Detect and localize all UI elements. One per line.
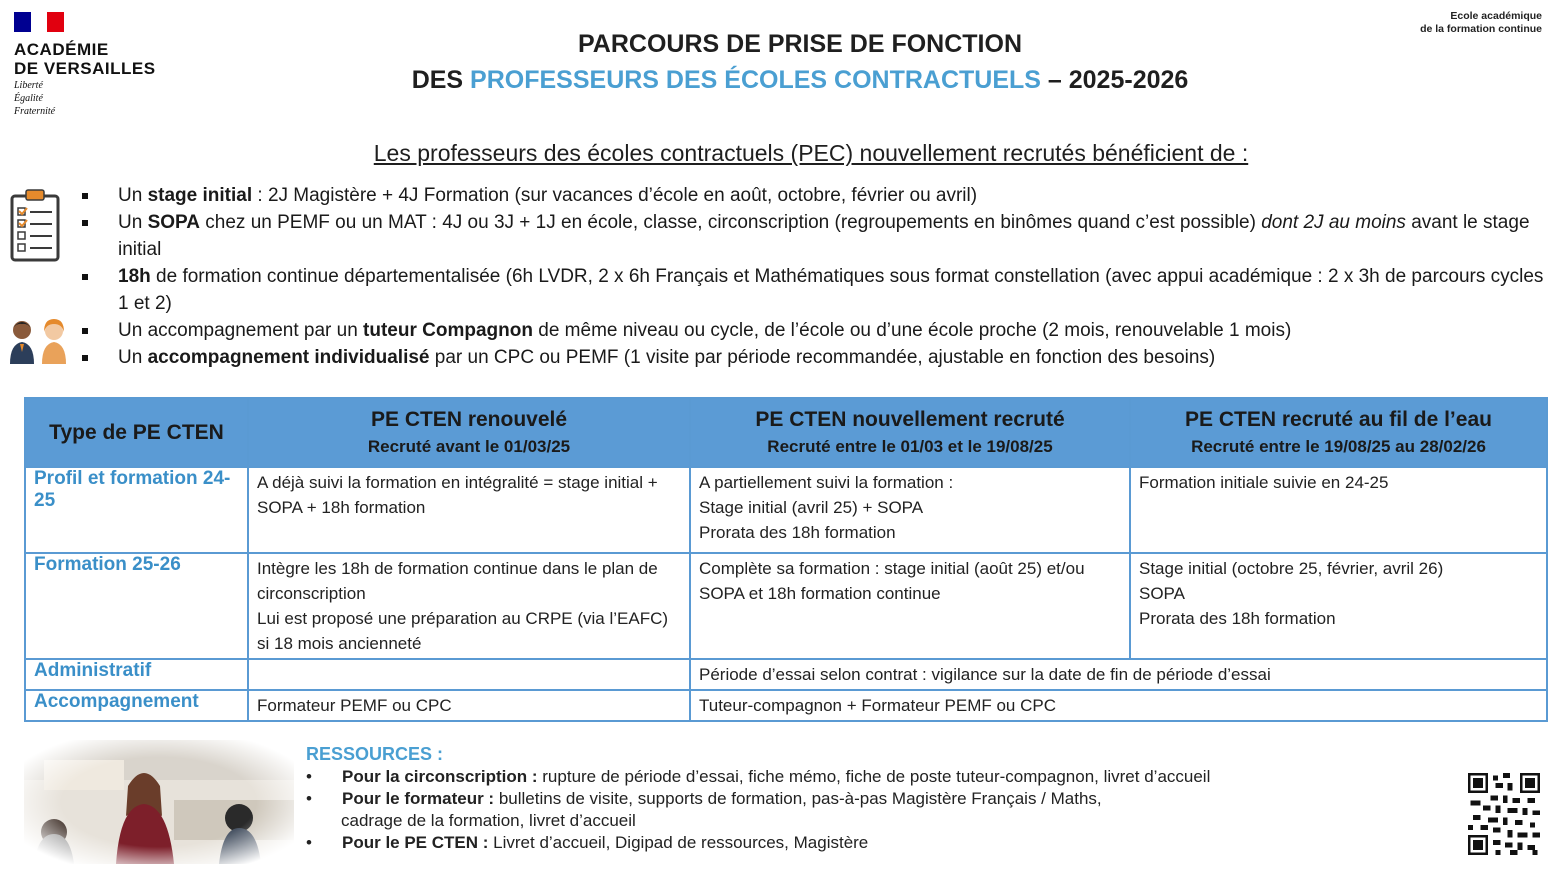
qr-code-icon[interactable] — [1468, 773, 1540, 855]
logo-line-1: ACADÉMIE — [14, 40, 109, 59]
tutor-people-icon — [8, 318, 72, 364]
benefits-list — [82, 182, 1544, 371]
benefit-18h: 18h de formation continue départementalisée (6h LVDR, 2 x 6h Français et Mathématiques sous format constellation (avec appui académique : 2 x 3h de parcours cycles 1 et 2) — [82, 263, 1544, 317]
benefit-sopa: Un SOPA chez un PEMF ou un MAT : 4J ou 3J + 1J en école, classe, circonscription (regroupements en binômes quand c’est possible) dont 2J au moins avant le stage initial — [82, 209, 1544, 263]
title-highlight: PROFESSEURS DES ÉCOLES CONTRACTUELS — [470, 66, 1041, 94]
cell-administratif-merged: Période d’essai selon contrat : vigilance sur la date de fin de période d’essai — [690, 659, 1547, 690]
resource-formateur-continued: cadrage de la formation, livret d’accueil — [341, 811, 636, 830]
title-suffix: – 2025-2026 — [1040, 66, 1189, 94]
page-subtitle: Les professeurs des écoles contractuels (PEC) nouvellement recrutés bénéficient de : — [373, 140, 1249, 166]
benefit-stage-initial: Un stage initial : 2J Magistère + 4J Formation (sur vacances d’école en août, octobre, février ou avril) — [82, 182, 1544, 209]
motto-1: Liberté — [14, 80, 43, 91]
motto-3: Fraternité — [14, 106, 56, 117]
eafc-line-1: Ecole académique — [1450, 10, 1542, 22]
page-title-line-2 — [0, 66, 1554, 95]
benefit-tuteur: Un accompagnement par un tuteur Compagnon de même niveau ou cycle, de l’école ou d’une école proche (2 mois, renouvelable 1 mois) — [82, 317, 1544, 344]
table-row — [25, 659, 1547, 690]
cell-profil-renouvele: A déjà suivi la formation en intégralité = stage initial + SOPA + 18h formation — [248, 467, 690, 553]
title-prefix: DES — [411, 66, 471, 94]
table-row — [25, 690, 1547, 721]
motto-2: Égalité — [14, 93, 43, 104]
resource-pe-cten: • Pour le PE CTEN : Livret d’accueil, Digipad de ressources, Magistère — [306, 832, 1446, 854]
row-label-accompagnement: Accompagnement — [25, 690, 248, 721]
cell-accompagnement-renouvele: Formateur PEMF ou CPC — [248, 690, 690, 721]
cell-accompagnement-merged: Tuteur-compagnon + Formateur PEMF ou CPC — [690, 690, 1547, 721]
resource-circonscription: • Pour la circonscription : rupture de période d’essai, fiche mémo, fiche de poste tuteur-compagnon, livret d’accueil — [306, 766, 1446, 788]
table-row — [25, 467, 1547, 553]
cell-formation-renouvele: Intègre les 18h de formation continue dans le plan de circonscription Lui est proposé une préparation au CRPE (via l’EAFC) si 18 mois ancienneté — [248, 553, 690, 659]
cell-formation-fil-eau: Stage initial (octobre 25, février, avril 26) SOPA Prorata des 18h formation — [1130, 553, 1547, 659]
header-fil-eau: PE CTEN recruté au fil de l’eau Recruté entre le 19/08/25 au 28/02/26 — [1130, 398, 1547, 467]
clipboard-checklist-icon — [10, 188, 62, 264]
resources-heading: RESSOURCES : — [306, 744, 444, 764]
header-type: Type de PE CTEN — [25, 398, 248, 467]
classroom-photo — [24, 740, 294, 864]
logo-line-2: DE VERSAILLES — [14, 59, 156, 78]
academie-logo — [14, 12, 184, 117]
table-row — [25, 553, 1547, 659]
pec-table — [24, 397, 1548, 722]
header-nouvellement: PE CTEN nouvellement recruté Recruté entre le 01/03 et le 19/08/25 — [690, 398, 1130, 467]
cell-administratif-renouvele — [248, 659, 690, 690]
benefit-accompagnement: Un accompagnement individualisé par un CPC ou PEMF (1 visite par période recommandée, ajustable en fonction des besoins) — [82, 344, 1544, 371]
row-label-profil: Profil et formation 24-25 — [25, 467, 248, 553]
eafc-line-2: de la formation continue — [1420, 23, 1542, 35]
cell-formation-nouvellement: Complète sa formation : stage initial (août 25) et/ou SOPA et 18h formation continue — [690, 553, 1130, 659]
row-label-formation: Formation 25-26 — [25, 553, 248, 659]
resources-section — [306, 743, 1446, 854]
table-header-row — [25, 398, 1547, 467]
row-label-administratif: Administratif — [25, 659, 248, 690]
cell-profil-fil-eau: Formation initiale suivie en 24-25 — [1130, 467, 1547, 553]
resource-formateur: • Pour le formateur : bulletins de visite, supports de formation, pas-à-pas Magistère Français / Maths, — [306, 788, 1446, 810]
french-flag-icon — [14, 12, 64, 32]
cell-profil-nouvellement: A partiellement suivi la formation : Stage initial (avril 25) + SOPA Prorata des 18h formation — [690, 467, 1130, 553]
page-title-line-1: PARCOURS DE PRISE DE FONCTION — [577, 30, 1023, 58]
header-renouvele: PE CTEN renouvelé Recruté avant le 01/03/25 — [248, 398, 690, 467]
